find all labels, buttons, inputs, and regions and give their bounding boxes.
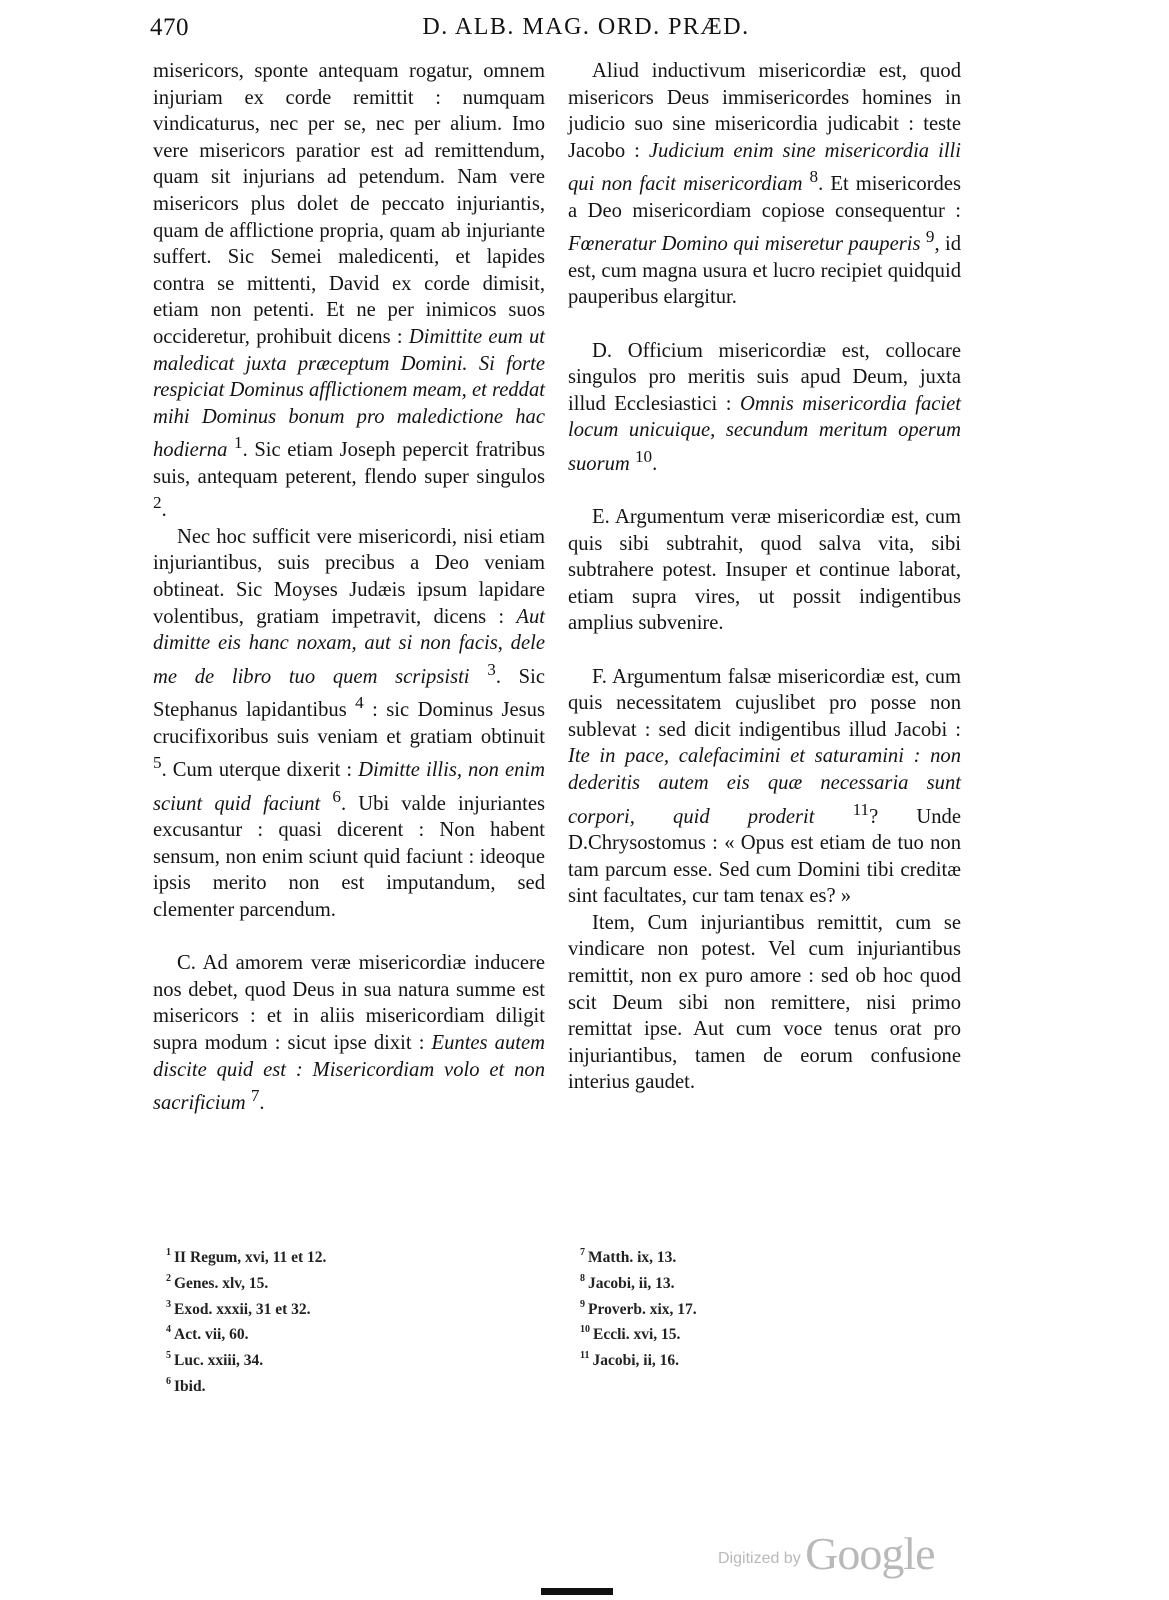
footnote-text: II Regum, xvi, 11 et 12. — [174, 1249, 327, 1267]
left-column-paragraph: C. Ad amorem veræ misericordiæ inducere nos debet, quod Deus in sua natura summe est misericors : et in aliis misericordiam diligit supra modum : sicut ipse dixit : Euntes autem discite quid est : Misericordiam volo et non sacrificium $^7$. — [153, 952, 545, 1114]
footnote — [580, 1346, 940, 1372]
footnote-text: Proverb. xix, 17. — [588, 1300, 697, 1318]
footnote-number: 1 — [166, 1247, 171, 1258]
right-column-paragraph: E. Argumentum veræ misericordiæ est, cum quis sibi subtrahit, quod salva vita, sibi subtrahere potest. Insuper et continue laborat, etiam supra vires, ut possit indigentibus amplius subvenire. — [568, 506, 961, 635]
left-column-paragraph: misericors, sponte antequam rogatur, omnem injuriam ex corde remittit : numquam vindicaturus, nec per se, nec per alium. Imo vere misericors paratior est ad remittendum, quam sit injurians ad petendum. Nam vere misericors plus dolet de peccato injuriantis, quam de afflictione propria, quam ab injuriante suffert. Sic Semei maledicenti, et lapides contra se mittenti, David ex corde dimisit, etiam non petenti. Et ne per inimicos suos occideretur, prohibuit dicens : Dimittite eum ut maledicat juxta præceptum Domini. Si forte respiciat Dominus afflictionem meam, et reddat mihi Dominus bonum pro maledictione hac hodierna $^1$. Sic etiam Joseph pepercit fratribus suis, antequam peterent, flendo super singulos $^2$. — [153, 60, 545, 522]
footnote — [580, 1320, 940, 1346]
footnote — [166, 1320, 526, 1346]
footnote-text: Act. vii, 60. — [174, 1326, 249, 1344]
paragraph-gap — [568, 311, 961, 338]
right-column-paragraph: F. Argumentum falsæ misericordiæ est, cum quis necessitatem cujuslibet pro posse non sublevat : sed dicit indigentibus illud Jacobi : Ite in pace, calefacimini et saturamini : non dederitis autem eis quæ necessaria sunt corpori, quid proderit $^{11}$? Unde D.Chrysostomus : « Opus est etiam de tuo non tam parcum esse. Sed cum Domini tibi creditæ sint facultates, cur tam tenax es? » — [568, 665, 961, 908]
left-column-paragraph: Nec hoc sufficit vere misericordi, nisi etiam injuriantibus, suis precibus a Deo veniam obtineat. Sic Moyses Judæis ipsum lapidare volentibus, gratiam impetravit, dicens : Aut dimitte eis hanc noxam, aut si non facis, dele me de libro tuo quem scripsisti $^3$. Sic Stephanus lapidantibus $^4$ : sic Dominus Jesus crucifixoribus suis veniam et gratiam obtinuit $^5$. Cum uterque dixerit : Dimitte illis, non enim sciunt quid faciunt $^6$. Ubi valde injuriantes excusantur : quasi dicerent : Non habent sensum, non enim sciunt quid faciunt : ideoque ipsis merito non est imputandum, sed clementer parcendum. — [153, 525, 546, 921]
footnote-text: Matth. ix, 13. — [588, 1249, 677, 1267]
footnote-number: 5 — [166, 1350, 171, 1361]
watermark-prefix: Digitized by — [718, 1550, 801, 1567]
footnote-number: 6 — [166, 1375, 171, 1387]
footnote — [166, 1295, 526, 1321]
footnote — [166, 1243, 526, 1269]
footnote-text: Luc. xxiii, 34. — [174, 1352, 264, 1370]
footnote — [580, 1295, 940, 1321]
page-number: 470 — [150, 14, 189, 41]
footnote — [166, 1269, 526, 1295]
footnote-text: Ibid. — [174, 1377, 206, 1395]
paragraph-gap — [568, 637, 961, 664]
digitized-watermark — [718, 1527, 935, 1580]
footnote-text: Genes. xlv, 15. — [174, 1274, 269, 1292]
footnote-number: 8 — [580, 1272, 585, 1284]
scan-edge-mark — [541, 1588, 613, 1595]
footnote-number: 11 — [580, 1350, 590, 1361]
footnote-text: Jacobi, ii, 16. — [592, 1352, 679, 1370]
footnotes-left — [166, 1243, 526, 1398]
footnote-number: 7 — [580, 1247, 585, 1258]
left-column — [153, 58, 545, 1117]
footnote-text: Eccli. xvi, 15. — [593, 1326, 681, 1344]
footnote — [166, 1346, 526, 1372]
footnote-number: 9 — [580, 1298, 585, 1310]
right-column — [568, 58, 961, 1096]
right-column-paragraph: D. Officium misericordiæ est, collocare singulos pro meritis suis apud Deum, juxta illud Ecclesiastici : Omnis misericordia faciet locum unicuique, secundum meritum operum suorum $^{10}$. — [568, 339, 961, 475]
footnotes-right — [580, 1243, 940, 1372]
footnote-number: 2 — [166, 1272, 171, 1284]
paragraph-gap — [153, 924, 545, 951]
right-column-paragraph: Aliud inductivum misericordiæ est, quod misericors Deus immisericordes homines in judicio suo sine misericordia judicabit : teste Jacobo : Judicium enim sine misericordia illi qui non facit misericordiam $^8$. Et misericordes a Deo misericordiam copiose consequentur : Fœneratur Domino qui miseretur pauperis $^9$, id est, cum magna usura et lucro recipiet quidquid pauperibus elargitur. — [568, 60, 961, 309]
page-header — [150, 14, 962, 48]
right-column-paragraph: Item, Cum injuriantibus remittit, cum se vindicare non potest. Vel cum injuriantibus remittit, non ex puro amore : sed ob hoc quod scit Deum sibi non remittere, nisi primo remittat ipse. Aut cum voce tenus orat pro injuriantibus, tamen de eorum confusione interius gaudet. — [568, 911, 961, 1094]
paragraph-gap — [568, 477, 961, 504]
footnote-text: Exod. xxxii, 31 et 32. — [174, 1300, 311, 1318]
footnote-number: 3 — [166, 1298, 171, 1310]
footnote-text: Jacobi, ii, 13. — [588, 1274, 675, 1292]
footnote — [166, 1372, 526, 1398]
google-logo: Google — [805, 1528, 935, 1579]
running-head: D. ALB. MAG. ORD. PRÆD. — [422, 14, 750, 40]
footnote — [580, 1243, 940, 1269]
footnote-number: 10 — [580, 1324, 590, 1336]
footnote — [580, 1269, 940, 1295]
footnote-number: 4 — [166, 1324, 171, 1336]
